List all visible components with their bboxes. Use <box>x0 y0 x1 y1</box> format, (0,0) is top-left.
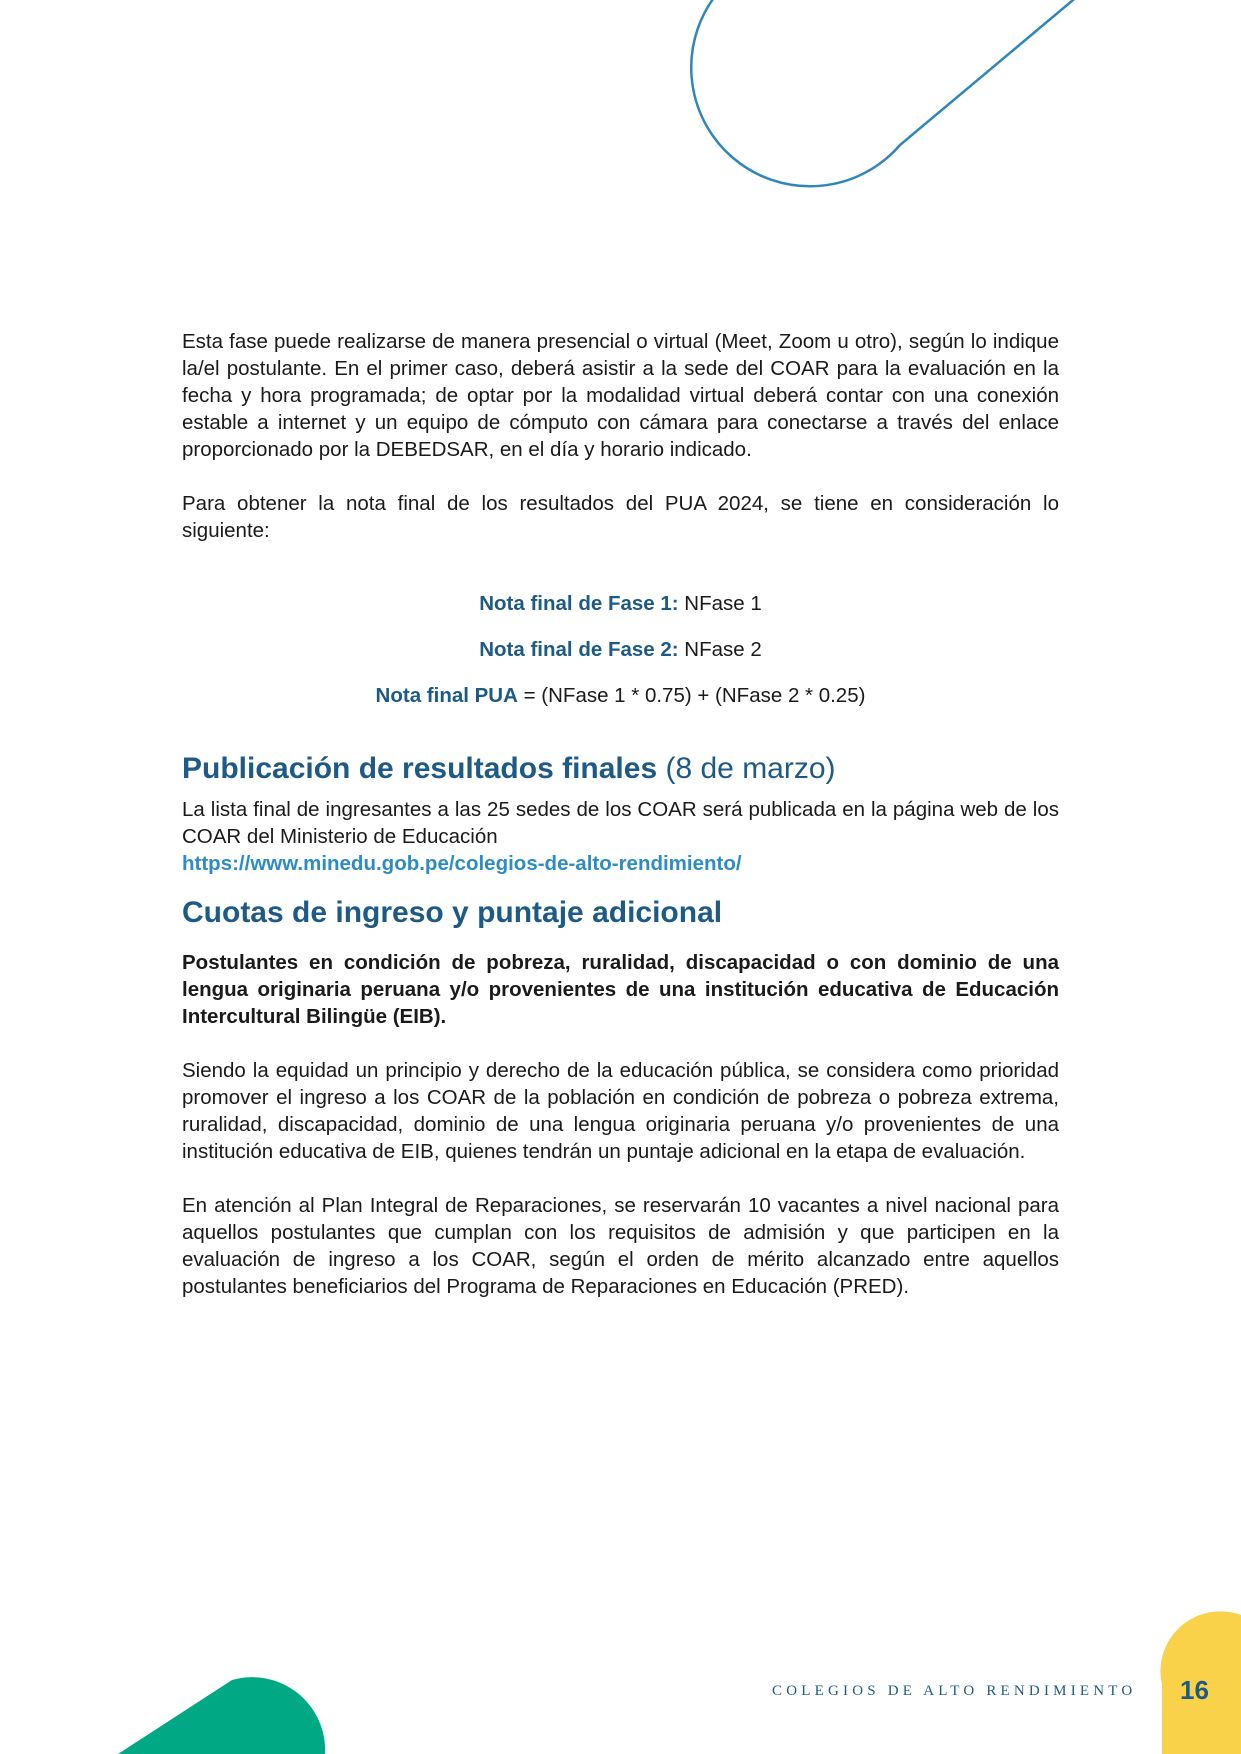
formula-fase-1 <box>182 590 1059 617</box>
minedu-coar-link[interactable]: https://www.minedu.gob.pe/colegios-de-alto-rendimiento/ <box>182 852 742 875</box>
formula-pua <box>182 682 1059 709</box>
top-outline-shape <box>691 0 1085 186</box>
formula-label: Nota final de Fase 2: <box>479 638 679 661</box>
green-corner-shape <box>118 1677 325 1754</box>
heading-bold-part: Publicación de resultados finales <box>182 752 658 785</box>
heading-cuotas: Cuotas de ingreso y puntaje adicional <box>182 896 723 929</box>
paragraph-nota-final: Para obtener la nota final de los resultados del PUA 2024, se tiene en consideración lo siguiente: <box>182 492 1059 542</box>
formula-block <box>182 590 1059 709</box>
formula-value: = (NFase 1 * 0.75) + (NFase 2 * 0.25) <box>517 684 866 707</box>
heading-date-part: (8 de marzo) <box>657 752 836 785</box>
paragraph-modalidad: Esta fase puede realizarse de manera presencial o virtual (Meet, Zoom u otro), según lo indique la/el postulante. En el primer caso, deberá asistir a la sede del COAR para la evaluación en la fecha y hora programada; de optar por la modalidad virtual deberá contar con una conexión estable a internet y un equipo de cómputo con cámara para conectarse a través del enlace proporcionado por la DEBEDSAR, en el día y horario indicado. <box>182 330 1059 461</box>
footer-label: COLEGIOS DE ALTO RENDIMIENTO <box>772 1683 1137 1699</box>
heading-publicacion-resultados <box>182 751 1059 787</box>
page-content <box>182 328 1059 1300</box>
formula-label: Nota final PUA <box>375 684 518 707</box>
formula-value: NFase 2 <box>678 638 762 661</box>
formula-fase-2 <box>182 636 1059 663</box>
paragraph-postulantes-condicion: Postulantes en condición de pobreza, ruralidad, discapacidad o con dominio de una lengua originaria peruana y/o provenientes de una institución educativa de Educación Intercultural Bilingüe (EIB). <box>182 951 1059 1028</box>
formula-value: NFase 1 <box>678 592 762 615</box>
paragraph-equidad: Siendo la equidad un principio y derecho de la educación pública, se considera como prioridad promover el ingreso a los COAR de la población en condición de pobreza o pobreza extrema, ruralidad, discapacidad, dominio de una lengua originaria peruana y/o provenientes de una institución educativa de EIB, quienes tendrán un puntaje adicional en la etapa de evaluación. <box>182 1059 1059 1163</box>
page-number: 16 <box>1180 1675 1209 1705</box>
paragraph-resultados: La lista final de ingresantes a las 25 sedes de los COAR será publicada en la página web de los COAR del Ministerio de Educación <box>182 798 1059 848</box>
formula-label: Nota final de Fase 1: <box>479 592 679 615</box>
paragraph-reparaciones: En atención al Plan Integral de Reparaciones, se reservarán 10 vacantes a nivel nacional para aquellos postulantes que cumplan con los requisitos de admisión y que participen en la evaluación de ingreso a los COAR, según el orden de mérito alcanzado entre aquellos postulantes beneficiarios del Programa de Reparaciones en Educación (PRED). <box>182 1194 1059 1298</box>
